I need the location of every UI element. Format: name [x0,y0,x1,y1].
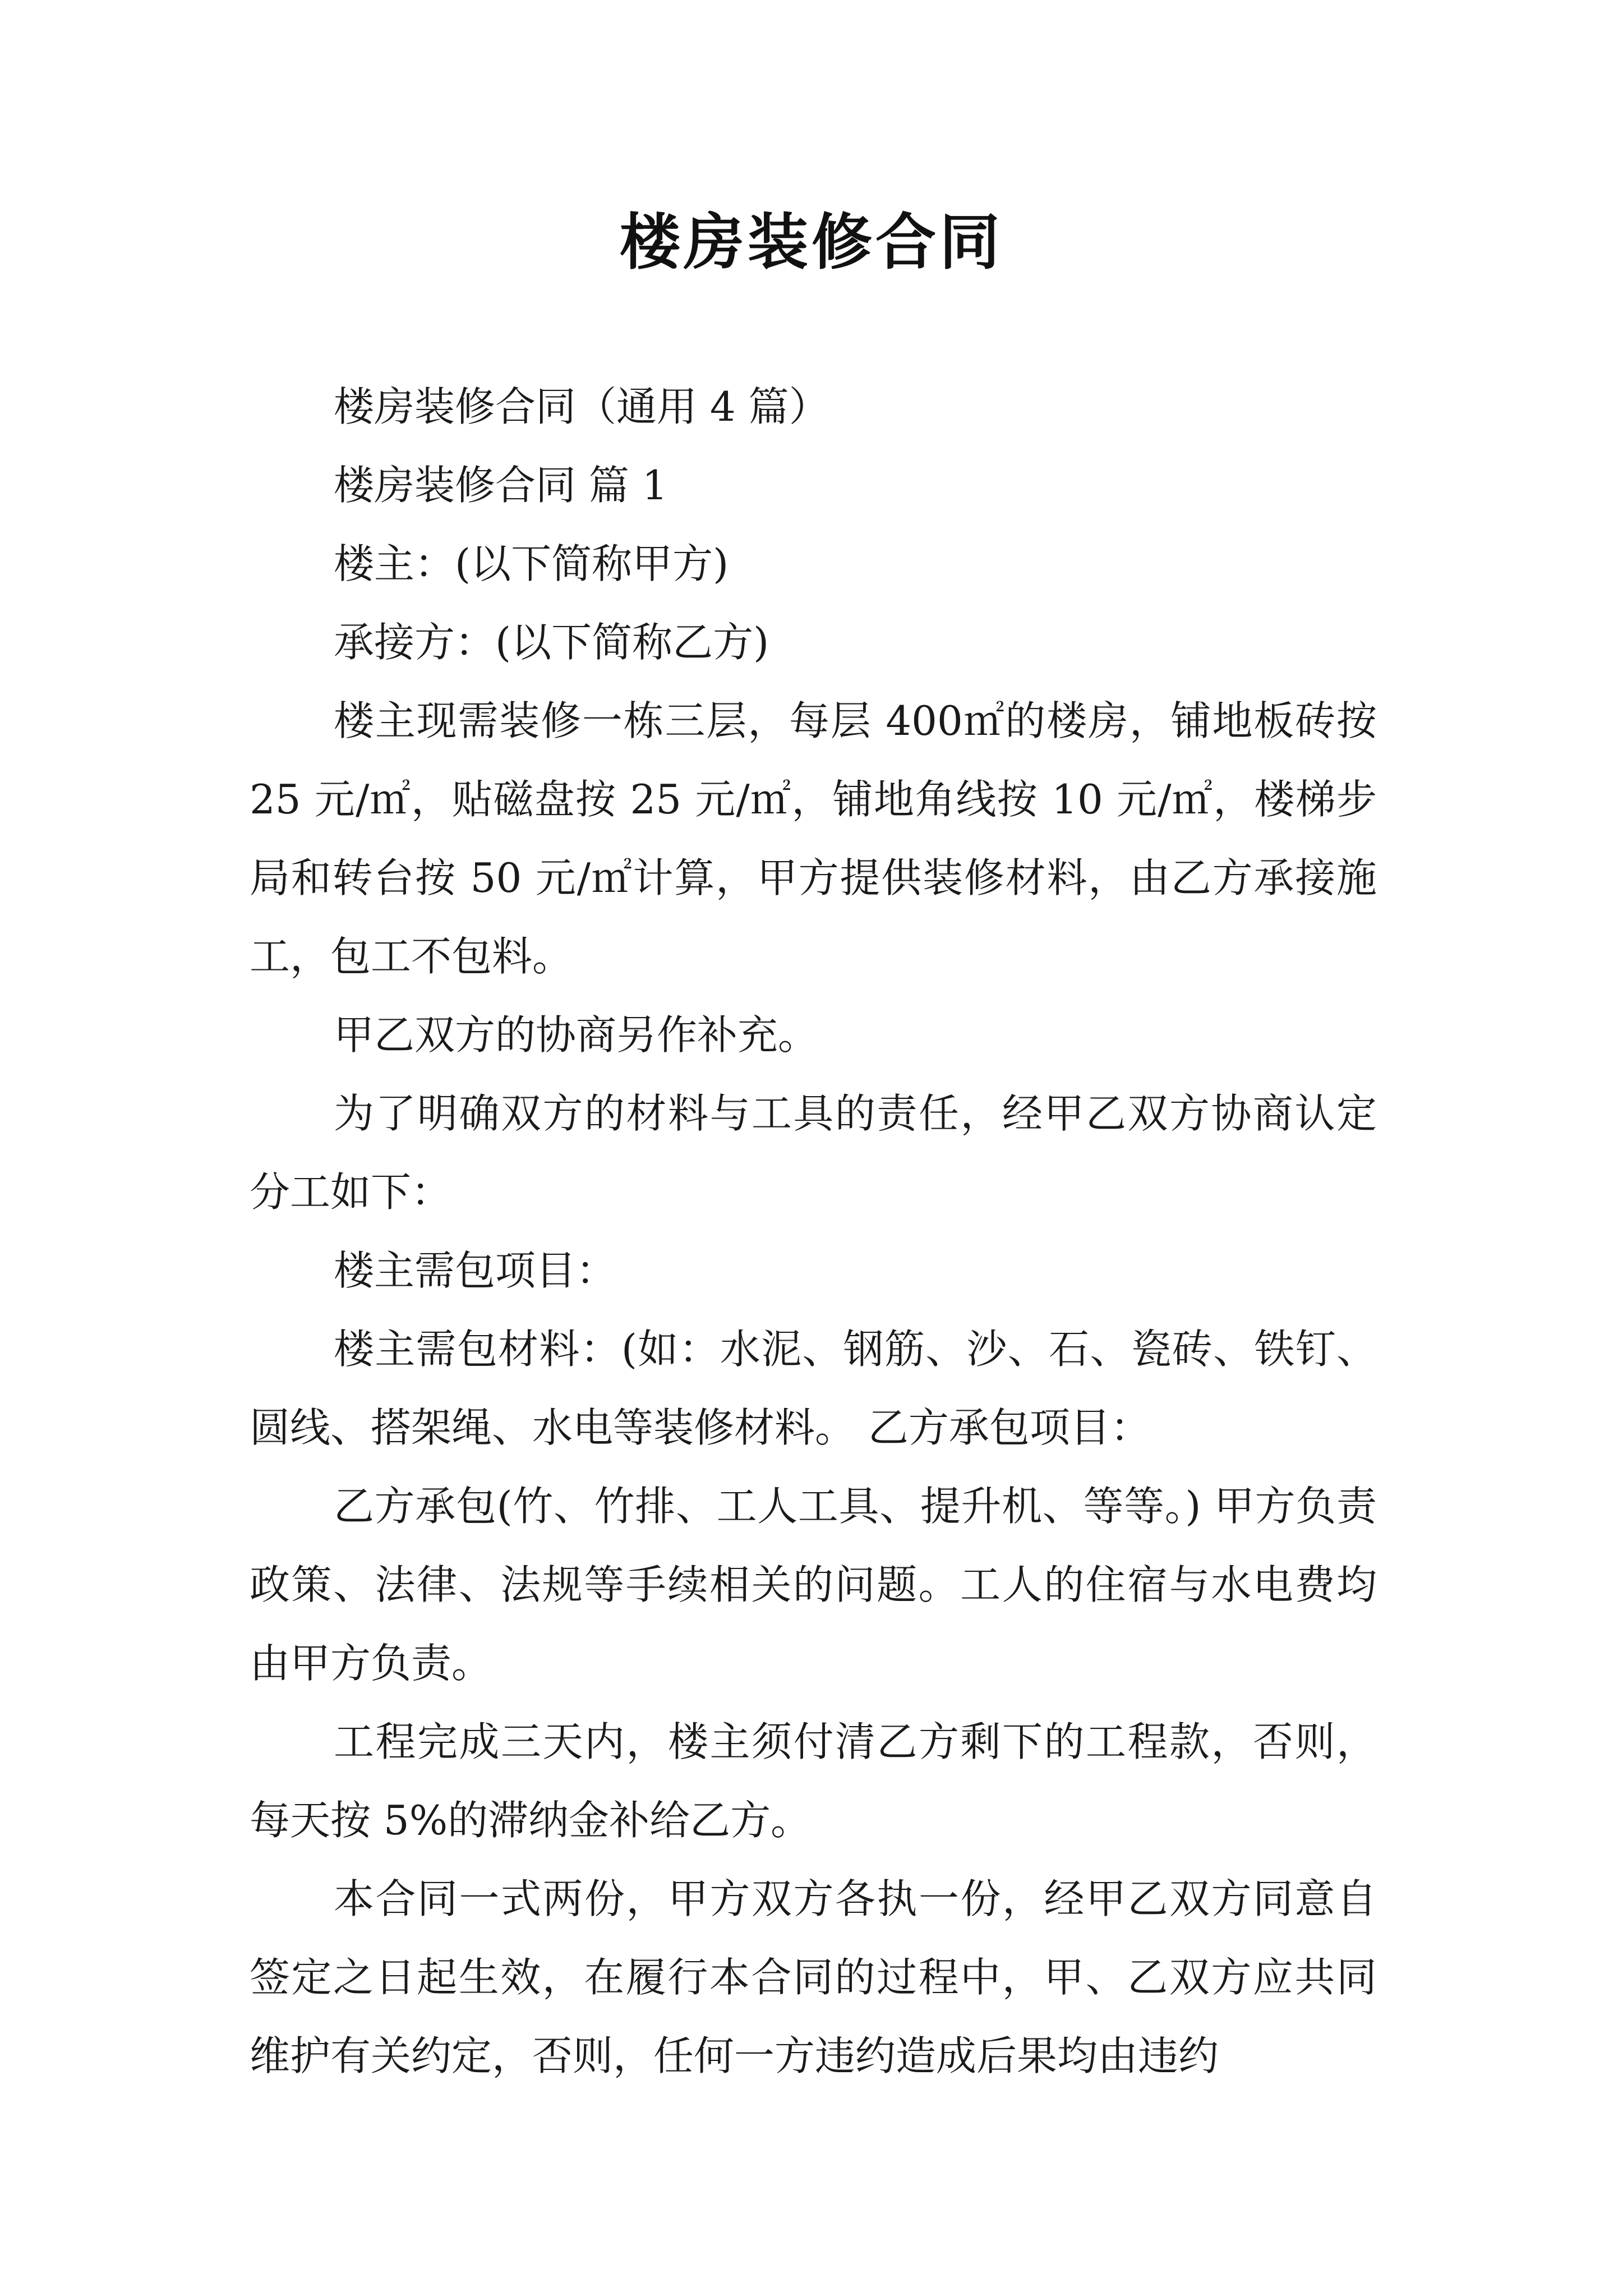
paragraph-supplement: 甲乙双方的协商另作补充。 [334,1011,819,1059]
paragraph-subtitle: 楼房装修合同（通用 4 篇） [334,383,829,430]
paragraph-party-a: 楼主：(以下简称甲方) [334,540,729,587]
paragraph-division: 为了明确双方的材料与工具的责任，经甲乙双方协商认定分工如下： [250,1090,1377,1216]
document-title: 楼房装修合同 [619,208,1003,278]
paragraph-owner-items: 楼主需包项目： [334,1247,617,1294]
paragraph-validity: 本合同一式两份，甲方双方各执一份，经甲乙双方同意自签定之日起生效，在履行本合同的过程中，甲、乙双方应共同维护有关约定，否则，任何一方违约造成后果均由违约 [250,1875,1377,2079]
paragraph-contractor-items: 乙方承包(竹、竹排、工人工具、提升机、等等。) 甲方负责政策、法律、法规等手续相关的问题。工人的住宿与水电费均由甲方负责。 [250,1483,1377,1687]
paragraph-owner-materials: 楼主需包材料：(如：水泥、钢筋、沙、石、瓷砖、铁钉、圆线、搭架绳、水电等装修材料。 乙方承包项目： [250,1326,1377,1451]
paragraph-section-heading: 楼房装修合同 篇 1 [334,462,668,509]
paragraph-party-b: 承接方：(以下简称乙方) [334,619,769,666]
paragraph-payment: 工程完成三天内，楼主须付清乙方剩下的工程款，否则，每天按 5%的滞纳金补给乙方。 [250,1718,1377,1844]
paragraph-pricing: 楼主现需装修一栋三层，每层 400㎡的楼房，铺地板砖按 25 元/㎡，贴磁盘按 25 元/㎡，铺地角线按 10 元/㎡，楼梯步局和转台按 50 元/㎡计算，甲方提供装修材料，由乙方承接施工，包工不包料。 [250,697,1377,980]
document-body [250,367,1377,2095]
